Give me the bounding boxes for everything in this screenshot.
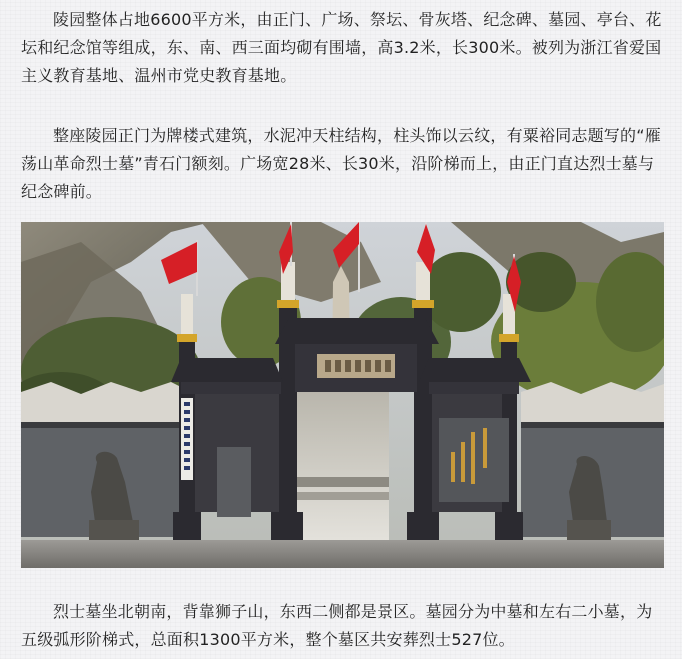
gate-description-paragraph: 整座陵园正门为牌楼式建筑，水泥冲天柱结构，柱头饰以云纹，有粟裕同志题写的“雁荡山革命烈士墓”青石门额刻。广场宽28米、长30米，沿阶梯而上，由正门直达烈士墓与纪念碑前。 xyxy=(21,126,661,201)
intro-paragraph: 陵园整体占地6600平方米，由正门、广场、祭坛、骨灰塔、纪念碑、墓园、亭台、花坛和纪念馆等组成，东、南、西三面均砌有围墙，高3.2米，长300米。被列为浙江省爱国主义教育基地、温州市党史教育基地。 xyxy=(21,10,662,85)
memorial-gate-photo xyxy=(21,222,664,568)
plaza-ground xyxy=(21,540,664,568)
tomb-description-paragraph: 烈士墓坐北朝南，背靠狮子山，东西二侧都是景区。墓园分为中墓和左右二小墓，为五级弧形阶梯式，总面积1300平方米，整个墓区共安葬烈士527位。 xyxy=(21,602,653,649)
